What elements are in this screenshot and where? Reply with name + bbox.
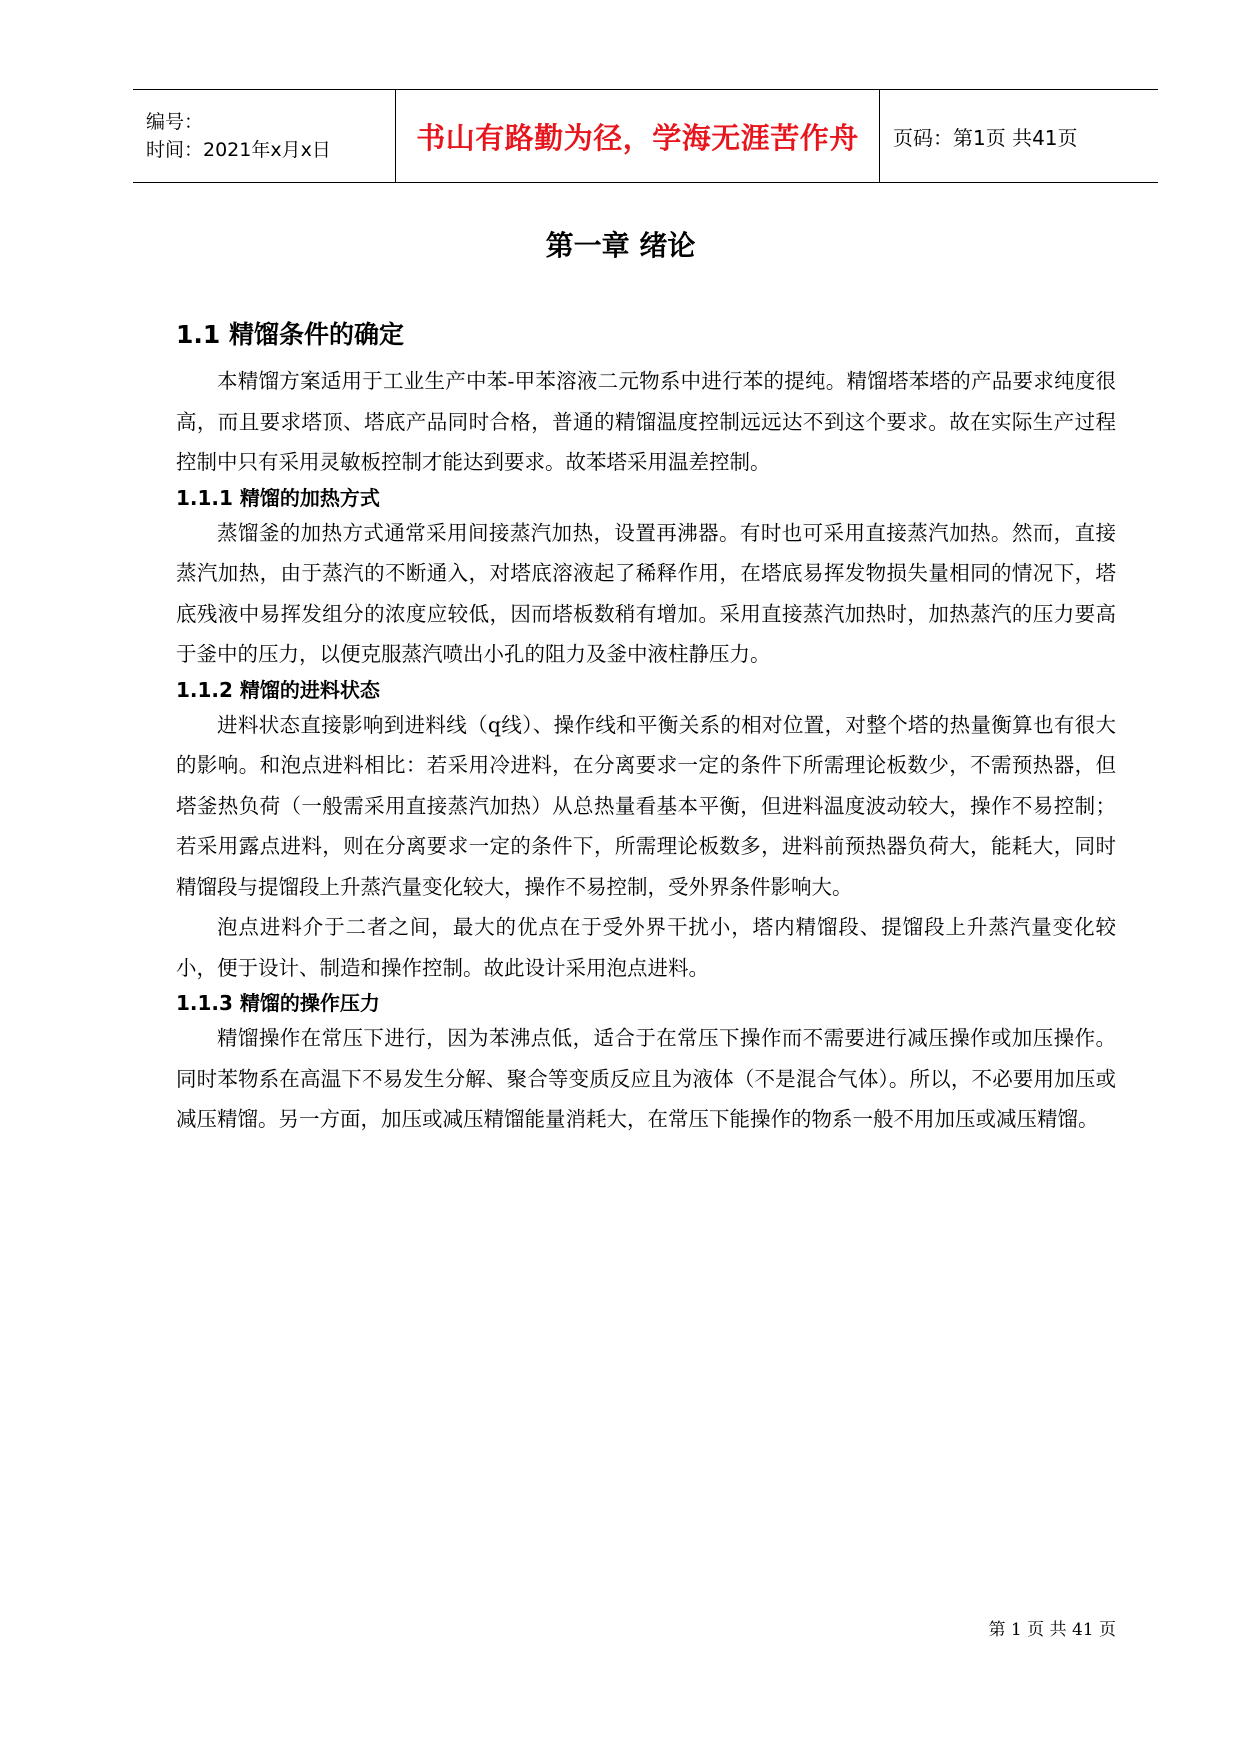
section-1-1-2-paragraph-1: 进料状态直接影响到进料线（q线）、操作线和平衡关系的相对位置，对整个塔的热量衡算也有很大的影响。和泡点进料相比：若采用冷进料，在分离要求一定的条件下所需理论板数少，不需预热器，但塔釜热负荷（一般需采用直接蒸汽加热）从总热量看基本平衡，但进料温度波动较大，操作不易控制；若采用露点进料，则在分离要求一定的条件下，所需理论板数多，进料前预热器负荷大，能耗大，同时精馏段与提馏段上升蒸汽量变化较大，操作不易控制，受外界条件影响大。 [176, 712, 1116, 899]
header-meta [133, 90, 395, 182]
section-1-1-1-paragraph: 蒸馏釜的加热方式通常采用间接蒸汽加热，设置再沸器。有时也可采用直接蒸汽加热。然而，直接蒸汽加热，由于蒸汽的不断通入，对塔底溶液起了稀释作用，在塔底易挥发物损失量相同的情况下，塔底残液中易挥发组分的浓度应较低，因而塔板数稍有增加。采用直接蒸汽加热时，加热蒸汽的压力要高于釜中的压力，以便克服蒸汽喷出小孔的阻力及釜中液柱静压力。 [176, 520, 1116, 666]
section-1-1-2-paragraph-2: 泡点进料介于二者之间，最大的优点在于受外界干扰小，塔内精馏段、提馏段上升蒸汽量变化较小，便于设计、制造和操作控制。故此设计采用泡点进料。 [176, 915, 1116, 980]
document-number-label: 编号： [146, 111, 204, 133]
document-time-label: 时间：2021年x月x日 [146, 139, 331, 161]
page-footer: 第 1 页 共 41 页 [988, 1620, 1116, 1640]
document-body [176, 315, 1116, 1140]
header-motto: 书山有路勤为径，学海无涯苦作舟 [416, 120, 859, 155]
chapter-title: 第一章 绪论 [545, 229, 696, 262]
section-heading-1-1-1: 1.1.1 精馏的加热方式 [176, 485, 380, 510]
header-page-info: 页码：第1页 共41页 [893, 125, 1078, 150]
section-1-1-3-paragraph: 精馏操作在常压下进行，因为苯沸点低，适合于在常压下操作而不需要进行减压操作或加压操作。同时苯物系在高温下不易发生分解、聚合等变质反应且为液体（不是混合气体）。所以，不必要用加压或减压精馏。另一方面，加压或减压精馏能量消耗大，在常压下能操作的物系一般不用加压或减压精馏。 [176, 1026, 1116, 1131]
page-header [133, 89, 1158, 183]
section-1-1-paragraph: 本精馏方案适用于工业生产中苯-甲苯溶液二元物系中进行苯的提纯。精馏塔苯塔的产品要求纯度很高，而且要求塔顶、塔底产品同时合格，普通的精馏温度控制远远达不到这个要求。故在实际生产过程控制中只有采用灵敏板控制才能达到要求。故苯塔采用温差控制。 [176, 369, 1116, 474]
header-motto-cell [395, 90, 880, 182]
section-heading-1-1: 1.1 精馏条件的确定 [176, 320, 404, 349]
header-page-info-cell [880, 90, 1158, 182]
section-heading-1-1-2: 1.1.2 精馏的进料状态 [176, 677, 380, 702]
section-heading-1-1-3: 1.1.3 精馏的操作压力 [176, 991, 380, 1015]
